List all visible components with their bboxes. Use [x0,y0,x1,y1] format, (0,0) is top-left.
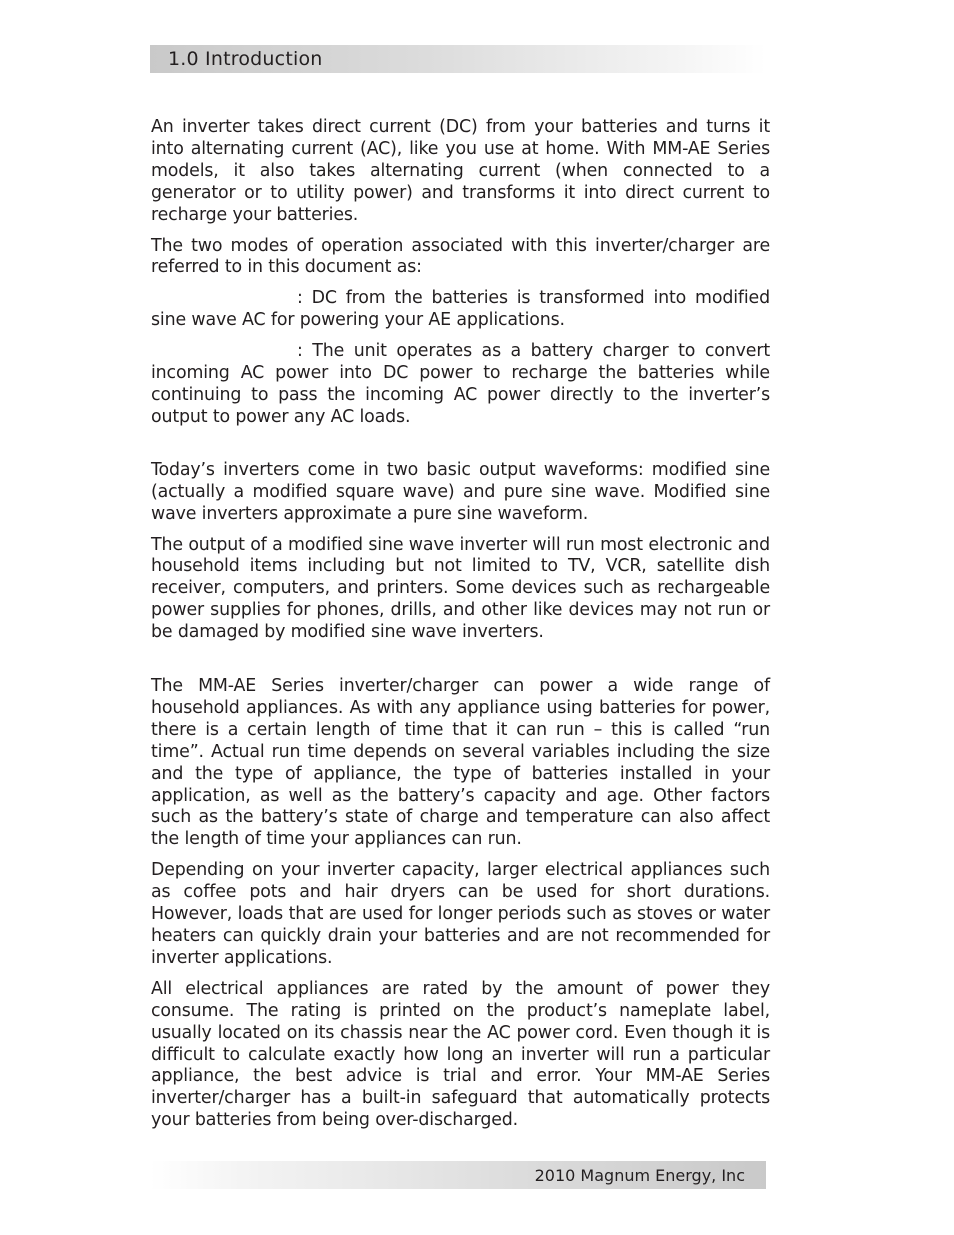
section-title: 1.0 Introduction [168,48,323,70]
paragraph-large-appliances: Depending on your inverter capacity, larger electrical appliances such as coffee pots and hair dryers can be used for short durations. However, loads that are used for longer periods such as stoves or water heaters can quickly drain your batteries and are not recommended for inverter applications. [151,860,770,968]
section-header-bar [150,45,766,73]
paragraph-modes-intro: The two modes of operation associated with this inverter/charger are referred to in this document as: [151,235,770,278]
paragraph-inverter-mode: : DC from the batteries is transformed into modified sine wave AC for powering your AE applications. [151,288,770,331]
paragraph-run-time: The MM-AE Series inverter/charger can power a wide range of household appliances. As with any appliance using batteries for power, there is a certain length of time that it can run – this is called “run time”. Actual run time depends on several variables including the size and the type of appliance, the type of batteries installed in your application, as well as the battery’s capacity and age. Other factors such as the battery’s state of charge and temperature can also affect the length of time your appliances can run. [151,676,770,850]
paragraph-standby-mode: : The unit operates as a battery charger to convert incoming AC power into DC power to recharge the batteries while continuing to pass the incoming AC power directly to the inverter’s output to power any AC loads. [151,341,770,427]
paragraph-power-rating: All electrical appliances are rated by the amount of power they consume. The rating is printed on the product’s nameplate label, usually located on its chassis near the AC power cord. Even though it is difficult to calculate exactly how long an inverter will run a particular appliance, the best advice is trial and error. Your MM-AE Series inverter/charger has a built-in safeguard that automatically protects your batteries from being over-discharged. [151,978,770,1131]
paragraph-waveforms: Today’s inverters come in two basic output waveforms: modified sine (actually a modified square wave) and pure sine wave. Modified sine wave inverters approximate a pure sine waveform. [151,459,770,524]
body-text [151,117,770,1132]
footer-bar [150,1161,766,1189]
paragraph-inverter-definition: An inverter takes direct current (DC) from your batteries and turns it into alternating current (AC), like you use at home. With MM-AE Series models, it also takes alternating current (when connected to a generator or to utility power) and transforms it into direct current to recharge your batteries. [151,117,770,225]
footer-copyright: 2010 Magnum Energy, Inc [534,1166,745,1185]
paragraph-modified-sine: The output of a modified sine wave inverter will run most electronic and household items including but not limited to TV, VCR, satellite dish receiver, computers, and printers. Some devices such as rechargeable power supplies for phones, drills, and other like devices may not run or be damaged by modified sine wave inverters. [151,534,770,643]
